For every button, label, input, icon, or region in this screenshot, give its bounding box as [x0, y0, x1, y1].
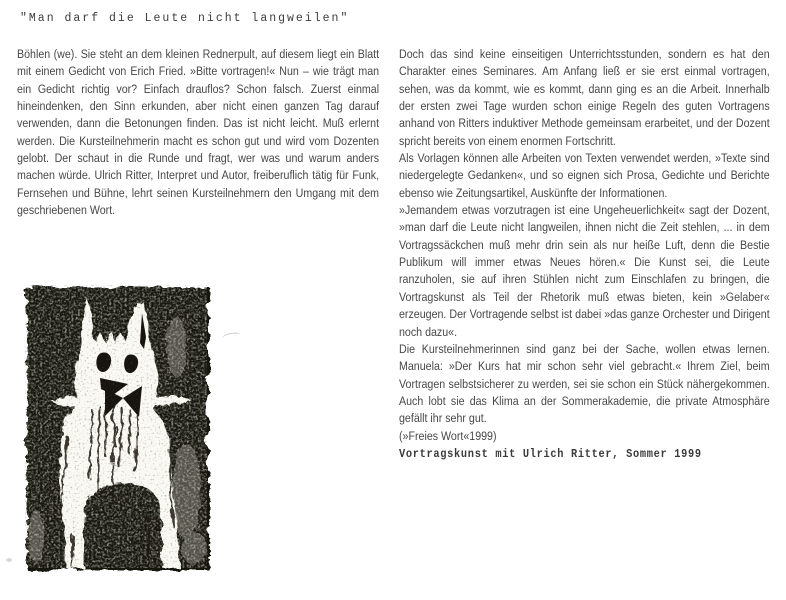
scan-speck — [222, 332, 241, 342]
source-note: (»Freies Wort«1999) — [399, 428, 497, 443]
article-paragraph: Doch das sind keine einseitigen Unterrichtsstunden, sondern es hat den Charakter eines Seminares. Am Anfang ließ er sie erst einmal vortragen, sehen, was da kommt, wie es kommt, dann ging es an die Arbeit. Innerhalb der ersten zwei Tage wurden schon einige Regeln des guten Vortragens anhand von Ritters induktiver Methode gemeinsam erarbeitet, und der Dozent spricht bereits von einem enormen Fortschritt. — [399, 47, 770, 148]
photo-caption: Vortragskunst mit Ulrich Ritter, Sommer 1999 — [399, 446, 702, 461]
woodcut-cat-image — [21, 281, 211, 573]
article-paragraph: Als Vorlagen können alle Arbeiten von Texten verwendet werden, »Texte sind niedergelegte Gedanken«, und so eignen sich Prosa, Gedichte und Berichte ebenso wie Zeitungsartikel, Auskünfte der Informationen. — [399, 151, 770, 200]
scan-speck — [6, 558, 12, 562]
article-paragraph: Böhlen (we). Sie steht an dem kleinen Rednerpult, auf diesem liegt ein Blatt mit einem Gedicht von Erich Fried. »Bitte vortragen!« Nun – wie trägt man ein Gedicht richtig vor? Einfach drauflos? Schon falsch. Zuerst einmal hineindenken, den Sinn erkunden, aber nicht einen ganzen Tag darauf verwenden, dann die Betonungen finden. Das ist nicht leicht. Muß erlernt werden. Die Kursteilnehmerin macht es schon gut und wird vom Dozenten gelobt. Der schaut in die Runde und fragt, wer was und warum anders machen würde. Ulrich Ritter, Interpret und Autor, freiberuflich tätig für Funk, Fernsehen und Bühne, lehrt seinen Kursteilnehmern den Umgang mit dem geschriebenen Wort. — [17, 47, 380, 218]
woodcut-illustration — [21, 281, 211, 573]
right-column — [399, 46, 770, 463]
left-column — [17, 46, 379, 219]
article-paragraph: Die Kursteilnehmerinnen sind ganz bei der Sache, wollen etwas lernen. Manuela: »Der Kurs hat mir schon sehr viel gebracht.« Ihrem Ziel, beim Vortragen selbstsicherer zu werden, sei sie schon ein Stück nähergekommen. Auch lobt sie das Klima an der Sommerakademie, die private Atmosphäre gefällt ihr sehr gut. — [399, 341, 770, 426]
article-title: "Man darf die Leute nicht langweilen" — [20, 12, 350, 25]
article-paragraph: »Jemandem etwas vorzutragen ist eine Ungeheuerlichkeit« sagt der Dozent, »man darf die Leute nicht langweilen, ihnen nicht die Zeit stehlen, ... in dem Vortragssäckchen muß mehr drin sein als nur heiße Luft, denn die Bestie Publikum will immer etwas Neues hören.« Die Kunst sei, die Leute ranzuholen, sie auf ihren Stühlen nicht zum Einschlafen zu bringen, die Vortragskunst als Teil der Rhetorik muß etwas bieten, kein »Gelaber« erzeugen. Der Vortragende selbst ist dabei »das ganze Orchester und Dirigent noch dazu«. — [399, 203, 770, 339]
